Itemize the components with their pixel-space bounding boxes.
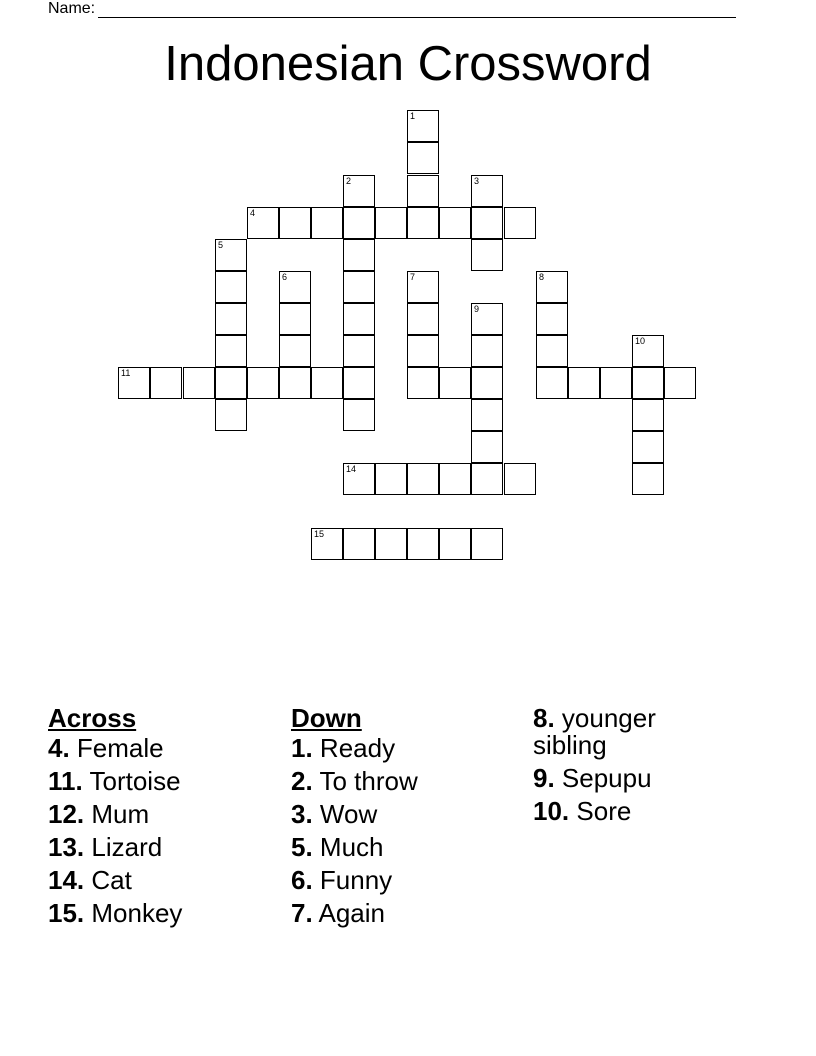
grid-cell[interactable] (343, 335, 375, 367)
grid-cell[interactable] (407, 463, 439, 495)
grid-cell[interactable] (471, 303, 503, 335)
clue-down-7: 7. Again (291, 898, 385, 928)
grid-cell[interactable] (343, 463, 375, 495)
grid-cell[interactable] (215, 335, 247, 367)
grid-cell[interactable] (343, 175, 375, 207)
grid-cell[interactable] (407, 303, 439, 335)
across-heading: Across (48, 703, 137, 733)
grid-cell[interactable] (471, 207, 503, 239)
clue-number: 9 (474, 304, 480, 314)
grid-cell[interactable] (407, 367, 439, 399)
clue-down-3: 3. Wow (291, 799, 378, 829)
clue-down-5: 5. Much (291, 832, 384, 862)
grid-cell[interactable] (375, 207, 407, 239)
grid-cell[interactable] (471, 239, 503, 271)
grid-cell[interactable] (407, 207, 439, 239)
clue-number: 5 (218, 240, 224, 250)
clue-down-6: 6. Funny (291, 865, 393, 895)
grid-cell[interactable] (471, 367, 503, 399)
grid-cell[interactable] (118, 367, 150, 399)
clue-number: 15 (314, 529, 325, 539)
clue-down-9: 9. Sepupu (533, 763, 652, 793)
clue-number: 10 (635, 336, 646, 346)
grid-cell[interactable] (183, 367, 215, 399)
grid-cell[interactable] (632, 431, 664, 463)
clue-number: 4 (250, 208, 256, 218)
clue-number: 1 (410, 111, 416, 121)
clue-number: 7 (410, 272, 416, 282)
grid-cell[interactable] (279, 303, 311, 335)
grid-cell[interactable] (471, 175, 503, 207)
grid-cell[interactable] (375, 528, 407, 560)
clue-across-11: 11. Tortoise (48, 766, 181, 796)
clue-across-4: 4. Female (48, 733, 164, 763)
grid-cell[interactable] (407, 175, 439, 207)
grid-cell[interactable] (247, 207, 279, 239)
grid-cell[interactable] (471, 463, 503, 495)
grid-cell[interactable] (311, 207, 343, 239)
grid-cell[interactable] (568, 367, 600, 399)
across-clues (48, 702, 278, 933)
grid-cell[interactable] (247, 367, 279, 399)
clue-number: 2 (346, 176, 352, 186)
clue-number: 11 (121, 368, 131, 378)
grid-cell[interactable] (407, 335, 439, 367)
page-title: Indonesian Crossword (164, 37, 652, 91)
grid-cell[interactable] (215, 271, 247, 303)
clue-number: 14 (346, 464, 357, 474)
clue-across-15: 15. Monkey (48, 898, 183, 928)
grid-cell[interactable] (471, 335, 503, 367)
down-clues-continued (533, 705, 713, 831)
clue-number: 3 (474, 176, 480, 186)
grid-cell[interactable] (632, 367, 664, 399)
grid-cell[interactable] (632, 399, 664, 431)
grid-cell[interactable] (343, 207, 375, 239)
grid-cell[interactable] (439, 528, 471, 560)
grid-cell[interactable] (279, 207, 311, 239)
clue-down-8: 8. younger sibling (533, 703, 656, 760)
grid-cell[interactable] (279, 271, 311, 303)
grid-cell[interactable] (471, 399, 503, 431)
grid-cell[interactable] (279, 367, 311, 399)
grid-cell[interactable] (311, 528, 343, 560)
grid-cell[interactable] (407, 271, 439, 303)
grid-cell[interactable] (215, 367, 247, 399)
grid-cell[interactable] (439, 207, 471, 239)
grid-cell[interactable] (407, 110, 439, 142)
clue-down-10: 10. Sore (533, 796, 632, 826)
clue-across-13: 13. Lizard (48, 832, 163, 862)
grid-cell[interactable] (536, 271, 568, 303)
grid-cell[interactable] (504, 207, 536, 239)
grid-cell[interactable] (439, 367, 471, 399)
grid-cell[interactable] (343, 271, 375, 303)
grid-cell[interactable] (343, 399, 375, 431)
down-clues (291, 702, 521, 933)
grid-cell[interactable] (215, 303, 247, 335)
grid-cell[interactable] (343, 303, 375, 335)
down-heading: Down (291, 703, 362, 733)
grid-cell[interactable] (343, 239, 375, 271)
clue-across-14: 14. Cat (48, 865, 132, 895)
grid-cell[interactable] (407, 142, 439, 174)
grid-cell[interactable] (536, 367, 568, 399)
grid-cell[interactable] (439, 463, 471, 495)
grid-cell[interactable] (311, 367, 343, 399)
clue-across-12: 12. Mum (48, 799, 150, 829)
grid-cell[interactable] (343, 528, 375, 560)
grid-cell[interactable] (343, 367, 375, 399)
grid-cell[interactable] (600, 367, 632, 399)
clue-down-2: 2. To throw (291, 766, 418, 796)
grid-cell[interactable] (632, 463, 664, 495)
grid-cell[interactable] (504, 463, 536, 495)
grid-cell[interactable] (215, 239, 247, 271)
clue-number: 8 (539, 272, 545, 282)
name-label: Name: (48, 0, 96, 17)
grid-cell[interactable] (471, 431, 503, 463)
grid-cell[interactable] (664, 367, 696, 399)
grid-cell[interactable] (471, 528, 503, 560)
grid-cell[interactable] (536, 303, 568, 335)
grid-cell[interactable] (536, 335, 568, 367)
grid-cell[interactable] (279, 335, 311, 367)
grid-cell[interactable] (375, 463, 407, 495)
clue-down-1: 1. Ready (291, 733, 396, 763)
grid-cell[interactable] (150, 367, 182, 399)
grid-cell[interactable] (632, 335, 664, 367)
grid-cell[interactable] (215, 399, 247, 431)
clue-number: 6 (282, 272, 288, 282)
grid-cell[interactable] (407, 528, 439, 560)
